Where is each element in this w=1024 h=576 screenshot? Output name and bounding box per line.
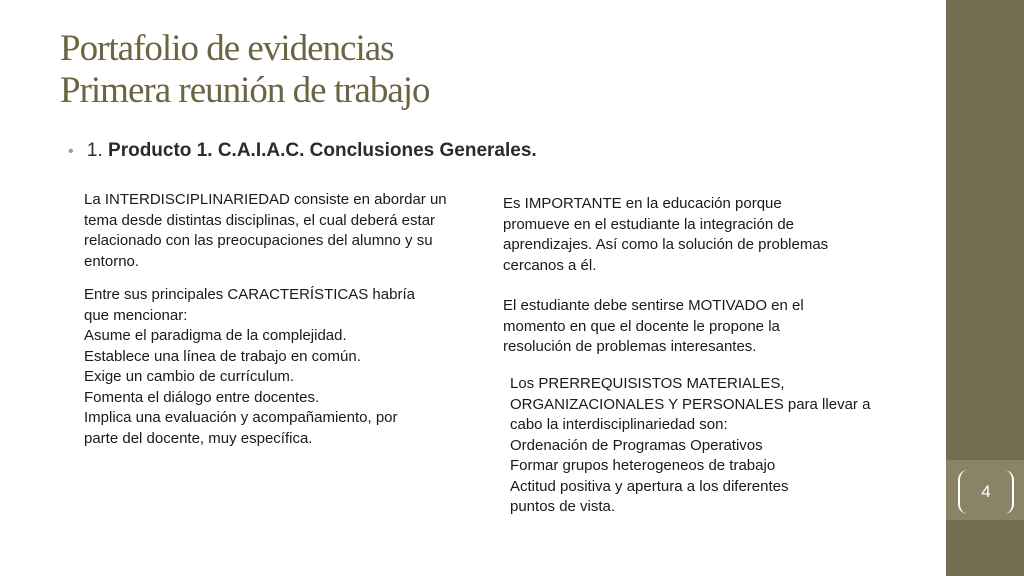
text-line: ORGANIZACIONALES Y PERSONALES para llevar a: [510, 395, 871, 413]
definition-block: [84, 190, 447, 272]
prerequisites-block: [510, 374, 870, 518]
page-number-badge: [958, 470, 1014, 514]
text-line: Ordenación de Programas Operativos: [510, 436, 763, 454]
characteristics-block: [84, 285, 415, 449]
bullet-number: 1.: [86, 140, 103, 161]
page-number: 4: [981, 482, 991, 501]
text-line: Los PRERREQUISISTOS MATERIALES,: [510, 375, 785, 392]
text-line: Es IMPORTANTE en la educación porque: [503, 195, 782, 212]
text-line: Fomenta el diálogo entre docentes.: [84, 388, 320, 406]
text-line: resolución de problemas interesantes.: [503, 338, 757, 355]
text-line: Formar grupos heterogeneos de trabajo: [510, 457, 776, 474]
importance-block: [503, 194, 828, 276]
text-line: parte del docente, muy específica.: [84, 429, 313, 447]
slide-title-line-1: Portafolio de evidencias: [60, 28, 394, 69]
text-line: El estudiante debe sentirse MOTIVADO en el: [503, 297, 804, 314]
bullet-item: [68, 140, 768, 162]
text-line: Establece una línea de trabajo en común.: [84, 347, 361, 365]
text-line: tema desde distintas disciplinas, el cual deberá estar: [84, 211, 436, 229]
text-line: Actitud positiva y apertura a los diferentes: [510, 477, 789, 495]
text-line: Entre sus principales CARACTERÍSTICAS habría: [84, 286, 415, 303]
text-line: cercanos a él.: [503, 256, 597, 274]
text-line: promueve en el estudiante la integración de: [503, 215, 795, 233]
text-line: Asume el paradigma de la complejidad.: [84, 327, 347, 344]
slide-title: [60, 28, 920, 112]
text-line: momento en que el docente le propone la: [503, 317, 780, 335]
slide-title-line-2: Primera reunión de trabajo: [60, 70, 430, 111]
text-line: cabo la interdisciplinariedad son:: [510, 416, 728, 433]
text-line: La INTERDISCIPLINARIEDAD consiste en abordar un: [84, 191, 447, 208]
motivation-block: [503, 296, 804, 358]
text-line: Implica una evaluación y acompañamiento, por: [84, 409, 398, 426]
text-line: puntos de vista.: [510, 498, 616, 515]
text-line: que mencionar:: [84, 306, 188, 324]
text-line: relacionado con las preocupaciones del alumno y su: [84, 232, 433, 249]
bullet-dot-icon: •: [68, 143, 74, 160]
text-line: Exige un cambio de currículum.: [84, 368, 295, 385]
bullet-text: Producto 1. C.A.I.A.C. Conclusiones Generales.: [108, 140, 537, 161]
text-line: aprendizajes. Así como la solución de problemas: [503, 236, 829, 253]
text-line: entorno.: [84, 252, 140, 270]
